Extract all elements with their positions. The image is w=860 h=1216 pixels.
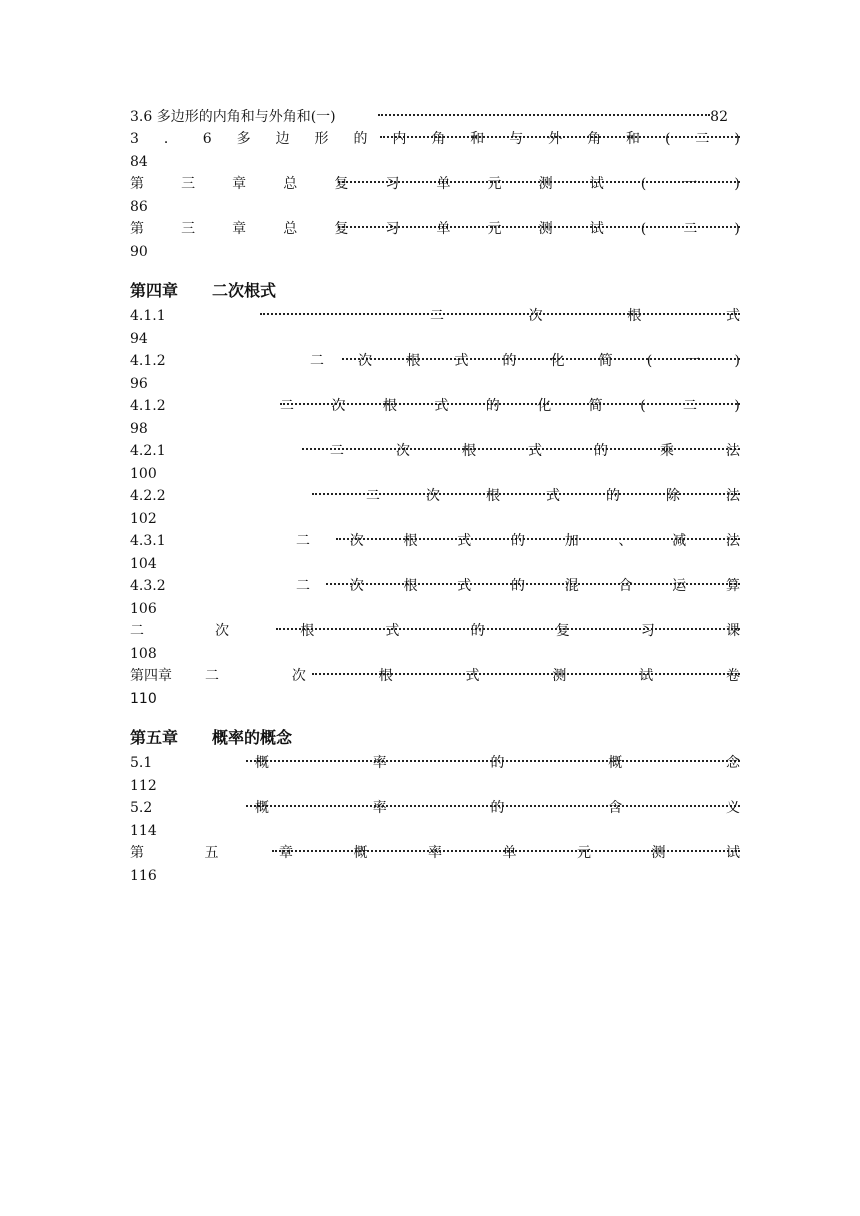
title-char: 根 — [300, 623, 315, 639]
toc-entry-ch4-8[interactable] — [130, 620, 740, 665]
title-char: 加 — [564, 533, 579, 549]
title-char: 元 — [487, 176, 502, 192]
toc-entry-number: 4.3.2 — [130, 578, 166, 594]
toc-entry-3-6-b[interactable] — [130, 128, 740, 173]
title-char: 率 — [428, 845, 442, 861]
title-char: 的 — [502, 353, 517, 369]
title-char: 二 — [296, 578, 310, 594]
title-char: 化 — [550, 353, 565, 369]
title-char: 习 — [640, 623, 655, 639]
title-char: 二 — [430, 308, 444, 324]
toc-entry-title — [296, 575, 740, 597]
toc-entry-page: 106 — [130, 601, 157, 617]
title-char: 的 — [470, 623, 485, 639]
title-char: 二 — [330, 443, 344, 459]
toc-entry-title — [130, 173, 740, 195]
toc-entry-number: 5.2 — [130, 800, 153, 816]
title-char: 的 — [490, 800, 505, 816]
title-char: 次 — [396, 443, 410, 459]
section-gap — [130, 263, 740, 277]
title-char: 运 — [672, 578, 687, 594]
toc-entry-ch4-4[interactable] — [130, 440, 740, 485]
toc-entry-number: 4.1.2 — [130, 353, 166, 369]
title-char: 式 — [457, 578, 472, 594]
toc-entry-number: 第四章 — [130, 668, 172, 684]
toc-entry-ch4-5[interactable] — [130, 485, 740, 530]
title-char: ( — [664, 131, 671, 147]
title-char: 除 — [666, 488, 680, 504]
toc-entry-number: 4.1.2 — [130, 398, 166, 414]
title-char: 总 — [283, 176, 298, 192]
title-char: 次 — [349, 578, 364, 594]
title-char: ) — [734, 221, 740, 237]
title-char: 混 — [564, 578, 579, 594]
title-char: 试 — [589, 176, 604, 192]
toc-entry-title — [205, 665, 740, 687]
title-char: 法 — [726, 443, 740, 459]
toc-entry-title: 3.6 多边形的内角和与外角和(一) — [130, 109, 336, 125]
title-char: 三 — [181, 176, 196, 192]
title-char: 课 — [725, 623, 740, 639]
toc-entry-ch3-test-1[interactable] — [130, 173, 740, 218]
toc-entry-page: 102 — [130, 511, 157, 527]
title-char: 含 — [608, 800, 623, 816]
title-char: 章 — [232, 176, 247, 192]
title-char: 的 — [606, 488, 620, 504]
title-char: 的 — [511, 578, 525, 594]
title-char: 的 — [594, 443, 608, 459]
chapter-5-heading — [130, 724, 740, 752]
title-char: 测 — [538, 221, 553, 237]
title-char: 元 — [487, 221, 502, 237]
title-char: 一 — [683, 176, 698, 192]
toc-entry-page: 86 — [130, 199, 148, 215]
title-char: ) — [734, 398, 740, 414]
toc-entry-number: 5.1 — [130, 755, 153, 771]
title-char: 内 — [392, 131, 407, 147]
title-char: 根 — [406, 353, 421, 369]
title-char: 法 — [726, 488, 740, 504]
title-char: 习 — [385, 176, 400, 192]
title-char: 试 — [589, 221, 604, 237]
toc-entry-page: 110 — [130, 691, 157, 707]
title-char: 3 — [130, 131, 139, 147]
title-char: 6 — [202, 131, 212, 147]
toc-entry-page: 100 — [130, 466, 157, 482]
title-char: 复 — [555, 623, 570, 639]
section-gap — [130, 710, 740, 724]
toc-entry-title — [366, 485, 740, 507]
toc-entry-page: 114 — [130, 823, 157, 839]
title-char: 、 — [618, 533, 633, 549]
chapter-number: 第四章 — [130, 281, 179, 300]
title-char: 和 — [626, 131, 641, 147]
title-char: 概 — [608, 755, 623, 771]
toc-entry-number: 4.2.2 — [130, 488, 166, 504]
title-char: ( — [646, 353, 653, 369]
title-char: 的 — [485, 398, 500, 414]
title-char: 根 — [627, 308, 642, 324]
title-char: 式 — [725, 308, 740, 324]
title-char: 习 — [385, 221, 400, 237]
title-char: 法 — [726, 533, 740, 549]
title-char: 式 — [385, 623, 400, 639]
toc-entry-number: 4.2.1 — [130, 443, 166, 459]
chapter-4-entries — [130, 305, 740, 710]
title-char: 二 — [695, 131, 710, 147]
title-char: 的 — [353, 131, 368, 147]
title-char: 二 — [366, 488, 380, 504]
toc-entry-title — [130, 842, 740, 864]
title-char: 单 — [502, 845, 517, 861]
title-char: 式 — [457, 533, 472, 549]
title-char: 第 — [130, 221, 144, 237]
toc-entry-page: 82 — [710, 109, 728, 125]
title-char: 的 — [511, 533, 525, 549]
title-char: 形 — [314, 131, 329, 147]
title-char: 根 — [462, 443, 476, 459]
title-char: 的 — [490, 755, 505, 771]
title-char: ． — [163, 131, 178, 147]
toc-entry-title — [296, 530, 740, 552]
title-char: 简 — [598, 353, 613, 369]
title-char: 式 — [528, 443, 542, 459]
title-char: 率 — [372, 755, 387, 771]
title-char: 复 — [334, 176, 349, 192]
title-char: 角 — [587, 131, 602, 147]
title-char: 总 — [283, 221, 298, 237]
toc-entry-title — [255, 797, 740, 819]
toc-entry-title — [280, 395, 740, 417]
title-char: 根 — [486, 488, 500, 504]
title-char: 根 — [403, 578, 418, 594]
toc-entry-page: 94 — [130, 331, 148, 347]
toc-entry-title — [330, 440, 740, 462]
title-char: 与 — [509, 131, 524, 147]
title-char: 式 — [465, 668, 480, 684]
title-char: ) — [734, 131, 740, 147]
title-char: 式 — [546, 488, 560, 504]
toc-entry-page: 96 — [130, 376, 148, 392]
chapter-number: 第五章 — [130, 728, 179, 747]
toc-entry-page: 112 — [130, 778, 157, 794]
toc-entry-3-6-a[interactable] — [130, 106, 740, 128]
toc-entry-page: 104 — [130, 556, 157, 572]
title-char: 念 — [726, 755, 740, 771]
toc-entry-ch3-test-2[interactable] — [130, 218, 740, 263]
toc-entry-page: 84 — [130, 154, 148, 170]
title-char: 次 — [528, 308, 543, 324]
table-of-contents — [130, 106, 740, 887]
title-char: 式 — [454, 353, 469, 369]
chapter-4-heading — [130, 277, 740, 305]
title-char: 角 — [431, 131, 446, 147]
title-char: ) — [734, 353, 740, 369]
title-char: 章 — [232, 221, 247, 237]
toc-entry-title — [130, 128, 740, 150]
title-char: 单 — [436, 221, 451, 237]
title-char: 试 — [639, 668, 654, 684]
toc-entry-page: 108 — [130, 646, 157, 662]
title-char: 概 — [353, 845, 368, 861]
title-char: 合 — [618, 578, 633, 594]
title-char: 测 — [538, 176, 553, 192]
title-char: 算 — [726, 578, 740, 594]
title-char: 次 — [331, 398, 346, 414]
toc-entry-ch4-7[interactable] — [130, 575, 740, 620]
title-char: 测 — [651, 845, 666, 861]
toc-entry-title — [430, 305, 740, 327]
title-char: 二 — [130, 623, 144, 639]
title-char: ) — [734, 176, 740, 192]
toc-entry-ch4-6[interactable] — [130, 530, 740, 575]
title-char: 外 — [548, 131, 563, 147]
toc-entry-page: 90 — [130, 244, 148, 260]
toc-entry-ch4-9[interactable] — [130, 665, 740, 710]
title-char: 次 — [426, 488, 440, 504]
title-char: 次 — [215, 623, 230, 639]
toc-entry-ch5-1[interactable] — [130, 752, 740, 797]
title-char: 减 — [672, 533, 687, 549]
title-char: 一 — [686, 353, 701, 369]
title-char: ( — [640, 221, 647, 237]
title-char: 和 — [470, 131, 485, 147]
toc-entry-ch4-2[interactable] — [130, 350, 740, 395]
title-char: 二 — [280, 398, 294, 414]
toc-entry-ch5-2[interactable] — [130, 797, 740, 842]
chapter-title: 概率的概念 — [212, 728, 293, 747]
toc-entry-title — [310, 350, 740, 372]
toc-entry-number: 4.3.1 — [130, 533, 166, 549]
title-char: 概 — [255, 800, 269, 816]
toc-entry-number: 4.1.1 — [130, 308, 166, 324]
title-char: 概 — [255, 755, 269, 771]
toc-entry-page: 116 — [130, 868, 157, 884]
title-char: ( — [640, 398, 646, 414]
title-char: 二 — [205, 668, 219, 684]
chapter-5-entries — [130, 752, 740, 887]
title-char: 第 — [130, 845, 144, 861]
title-char: 次 — [291, 668, 306, 684]
title-char: 三 — [181, 221, 196, 237]
title-char: 根 — [378, 668, 393, 684]
title-char: 章 — [279, 845, 293, 861]
title-char: 次 — [358, 353, 373, 369]
title-char: 二 — [682, 398, 697, 414]
title-char: 卷 — [725, 668, 740, 684]
title-char: 根 — [382, 398, 397, 414]
title-char: 多 — [236, 131, 251, 147]
toc-entry-title — [130, 620, 740, 642]
title-char: 化 — [537, 398, 552, 414]
title-char: 第 — [130, 176, 144, 192]
toc-entry-ch5-3[interactable] — [130, 842, 740, 887]
toc-entry-title — [255, 752, 740, 774]
title-char: 义 — [726, 800, 740, 816]
title-char: 二 — [683, 221, 698, 237]
title-char: 边 — [275, 131, 290, 147]
title-char: 二 — [310, 353, 324, 369]
title-char: 试 — [726, 845, 740, 861]
toc-entry-ch4-1[interactable] — [130, 305, 740, 350]
title-char: 元 — [577, 845, 591, 861]
title-char: 测 — [552, 668, 567, 684]
dot-leader — [378, 114, 710, 116]
toc-entry-ch4-3[interactable] — [130, 395, 740, 440]
title-char: 单 — [436, 176, 451, 192]
title-char: 根 — [403, 533, 418, 549]
title-char: 五 — [204, 845, 219, 861]
toc-entry-page: 98 — [130, 421, 148, 437]
chapter-title: 二次根式 — [212, 281, 277, 300]
title-char: 乘 — [660, 443, 674, 459]
title-char: 次 — [349, 533, 364, 549]
title-char: 复 — [334, 221, 349, 237]
title-char: 率 — [372, 800, 387, 816]
title-char: 式 — [434, 398, 449, 414]
toc-entry-title — [130, 218, 740, 240]
title-char: ( — [640, 176, 647, 192]
title-char: 简 — [588, 398, 603, 414]
title-char: 二 — [296, 533, 310, 549]
